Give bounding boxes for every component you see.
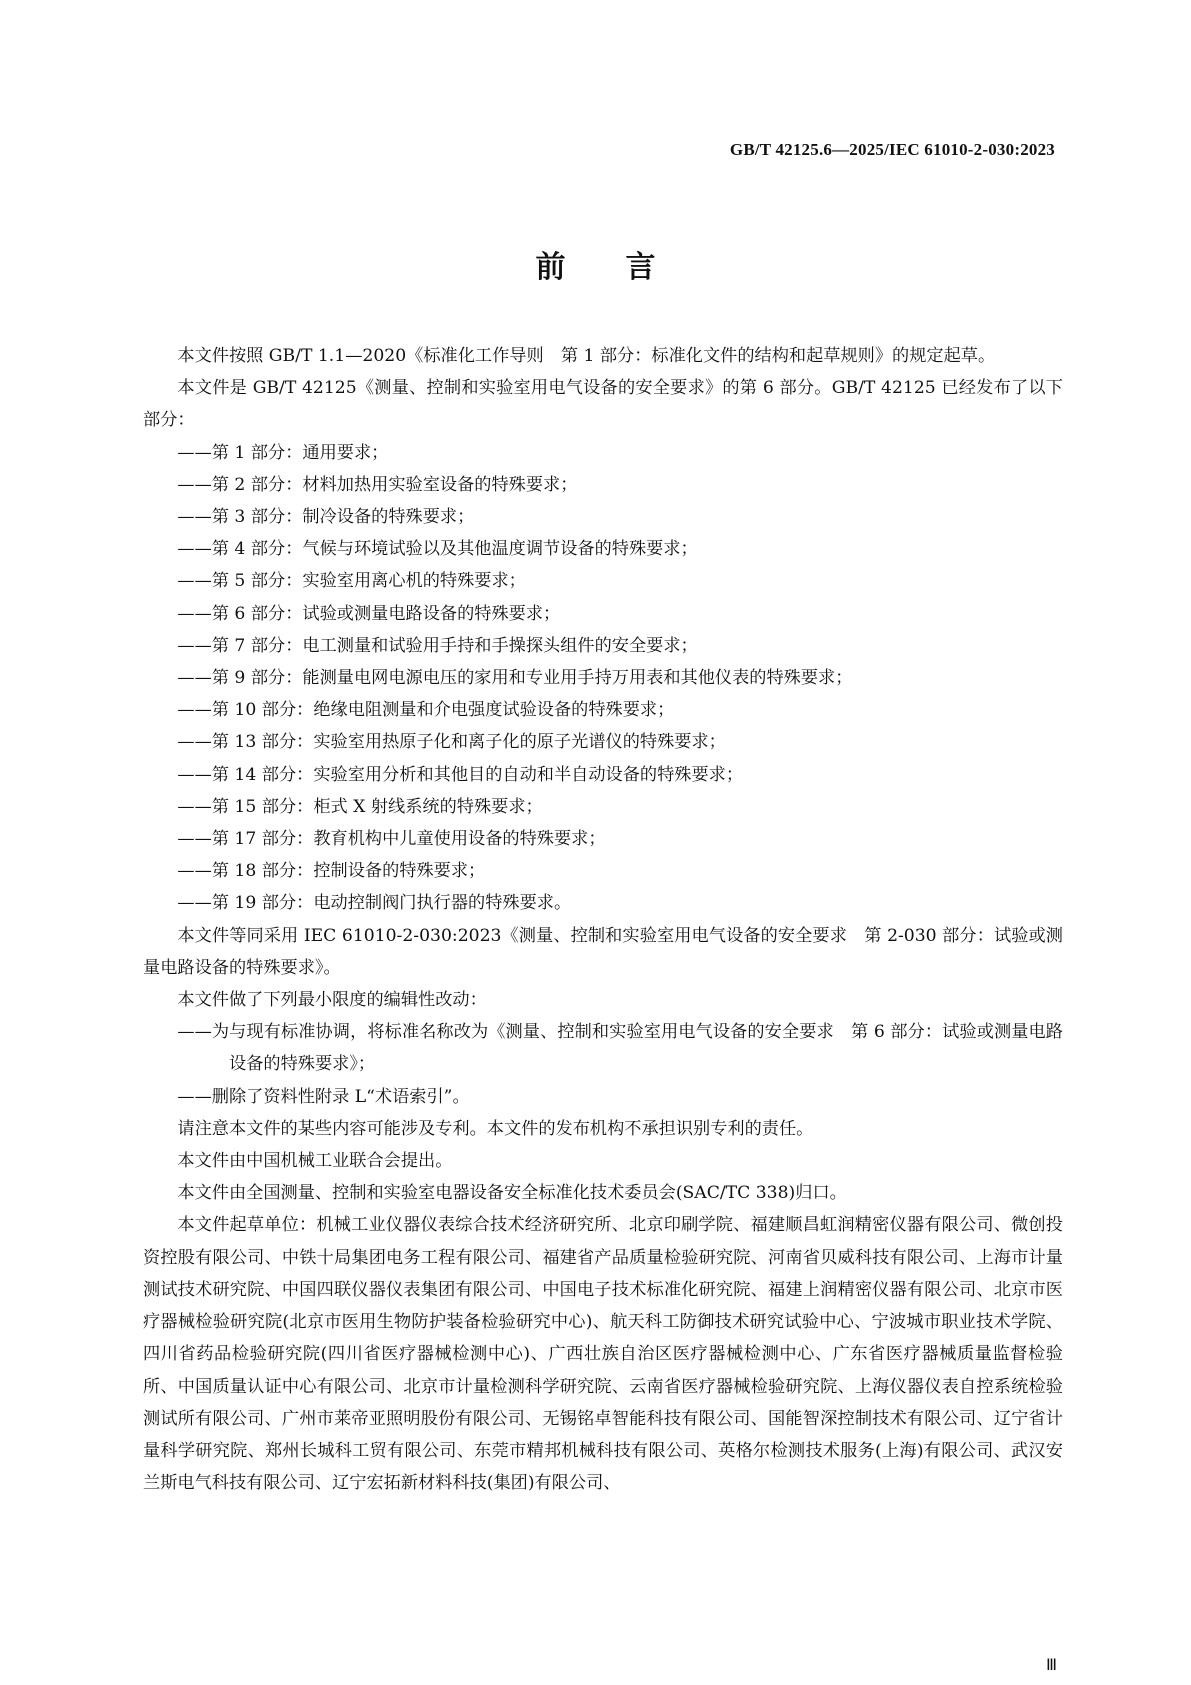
list-item-edit: ——为与现有标准协调，将标准名称改为《测量、控制和实验室用电气设备的安全要求 第 6 部分：试验或测量电路设备的特殊要求》； xyxy=(177,1022,1063,1075)
list-item-part: ——第 2 部分：材料加热用实验室设备的特殊要求； xyxy=(177,474,578,495)
list-item-part: ——第 15 部分：柜式 X 射线系统的特殊要求； xyxy=(177,796,543,817)
list-item-part: ——第 7 部分：电工测量和试验用手持和手操探头组件的安全要求； xyxy=(177,635,698,656)
list-item-part: ——第 1 部分：通用要求； xyxy=(177,442,389,463)
paragraph-proposer: 本文件由中国机械工业联合会提出。 xyxy=(177,1151,453,1172)
list-item-part: ——第 19 部分：电动控制阀门执行器的特殊要求。 xyxy=(177,893,572,914)
list-item-part: ——第 5 部分：实验室用离心机的特殊要求； xyxy=(177,571,526,592)
paragraph-series-intro: 本文件是 GB/T 42125《测量、控制和实验室用电气设备的安全要求》的第 6 部分。GB/T 42125 已经发布了以下部分： xyxy=(143,378,1063,431)
list-item-edit: ——删除了资料性附录 L“术语索引”。 xyxy=(177,1086,470,1107)
page-title: 前言 xyxy=(535,250,716,285)
paragraph-patent-notice: 请注意本文件的某些内容可能涉及专利。本文件的发布机构不承担识别专利的责任。 xyxy=(177,1118,814,1139)
paragraph-adoption: 本文件等同采用 IEC 61010-2-030:2023《测量、控制和实验室用电气设备的安全要求 第 2-030 部分：试验或测量电路设备的特殊要求》。 xyxy=(143,925,1063,978)
paragraph-drafting-rule: 本文件按照 GB/T 1.1—2020《标准化工作导则 第 1 部分：标准化文件的结构和起草规则》的规定起草。 xyxy=(177,346,996,366)
paragraph-drafting-units: 本文件起草单位：机械工业仪器仪表综合技术经济研究所、北京印刷学院、福建顺昌虹润精密仪器有限公司、微创投资控股有限公司、中铁十局集团电务工程有限公司、福建省产品质量检验研究院、河南省贝威科技有限公司、上海市计量测试技术研究院、中国四联仪器仪表集团有限公司、中国电子技术标准化研究院、福建上润精密仪器有限公司、北京市医疗器械检验研究院(北京市医用生物防护装备检验研究中心)、航天科工防御技术研究试验中心、宁波城市职业技术学院、四川省药品检验研究院(四川省医疗器械检测中心)、广西壮族自治区医疗器械检测中心、广东省医疗器械质量监督检验所、中国质量认证中心有限公司、北京市计量检测科学研究院、云南省医疗器械检验研究院、上海仪器仪表自控系统检验测试所有限公司、广州市莱帝亚照明股份有限公司、无锡铭卓智能科技有限公司、国能智深控制技术有限公司、辽宁省计量科学研究院、郑州长城科工贸有限公司、东莞市精邦机械科技有限公司、英格尔检测技术服务(上海)有限公司、武汉安兰斯电气科技有限公司、辽宁宏拓新材料科技(集团)有限公司、 xyxy=(143,1215,1063,1494)
list-item-part: ——第 18 部分：控制设备的特殊要求； xyxy=(177,861,486,882)
paragraph-edits-intro: 本文件做了下列最小限度的编辑性改动： xyxy=(177,990,487,1011)
list-item-part: ——第 3 部分：制冷设备的特殊要求； xyxy=(177,507,475,528)
document-body xyxy=(143,340,1063,1499)
list-item-part: ——第 9 部分：能测量电网电源电压的家用和专业用手持万用表和其他仪表的特殊要求； xyxy=(177,668,853,689)
list-item-part: ——第 6 部分：试验或测量电路设备的特殊要求； xyxy=(177,603,561,624)
page-number: Ⅲ xyxy=(1045,1657,1057,1674)
list-item-part: ——第 17 部分：教育机构中儿童使用设备的特殊要求； xyxy=(177,829,606,850)
paragraph-committee: 本文件由全国测量、控制和实验室电器设备安全标准化技术委员会(SAC/TC 338)归口。 xyxy=(177,1183,847,1204)
list-item-part: ——第 14 部分：实验室用分析和其他目的自动和半自动设备的特殊要求； xyxy=(177,764,744,785)
list-item-part: ——第 13 部分：实验室用热原子化和离子化的原子光谱仪的特殊要求； xyxy=(177,732,726,753)
standard-code-header: GB/T 42125.6—2025/IEC 61010-2-030:2023 xyxy=(729,140,1055,159)
list-item-part: ——第 10 部分：绝缘电阻测量和介电强度试验设备的特殊要求； xyxy=(177,700,675,721)
list-item-part: ——第 4 部分：气候与环境试验以及其他温度调节设备的特殊要求； xyxy=(177,539,698,560)
